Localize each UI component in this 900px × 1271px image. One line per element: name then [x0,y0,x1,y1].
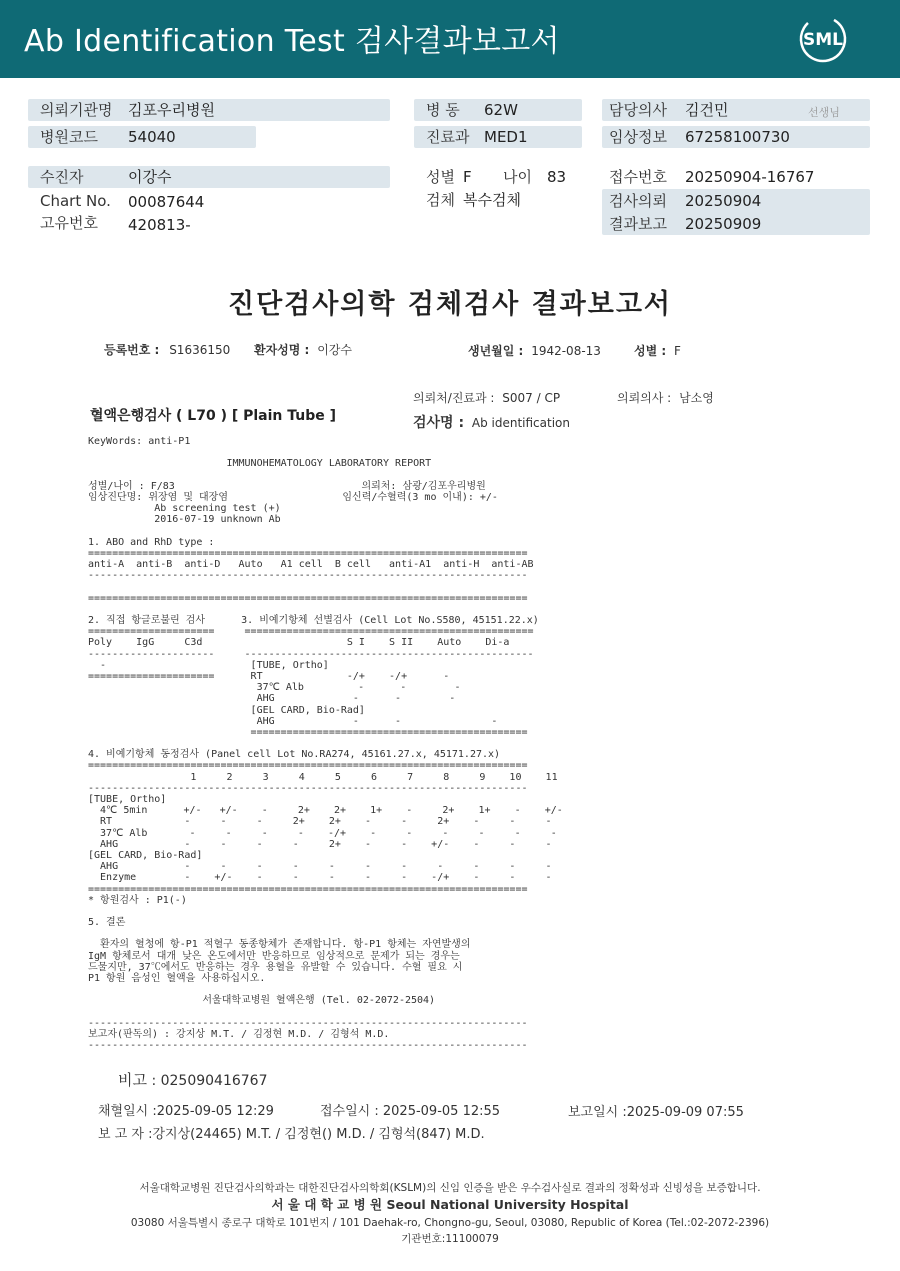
report-line: 성별/나이 : F/83 의뢰처: 삼광/김포우리병원 [88,480,486,492]
report-line [88,447,563,458]
report-line [88,738,563,749]
clinical-label: 임상정보 [609,128,667,146]
report-line: 37℃ Alb - - - - -/+ - - - - - - [88,827,557,839]
report-line: 2016-07-19 unknown Ab [88,514,281,526]
report-date-label: 결과보고 [609,215,667,233]
dept-value: MED1 [484,128,528,146]
report-line: Enzyme - +/- - - - - - -/+ - - - [88,872,552,884]
report-line: ========================================================================= [88,547,528,559]
report-line: ========================================================================= [88,760,528,772]
doc-sex-label: 성별 : [634,344,667,358]
report-line [88,928,563,939]
report-line [88,470,563,481]
reg-value: S1636150 [169,343,231,357]
report-line [88,526,563,537]
report-line: 환자의 혈청에 항-P1 적혈구 동종항체가 존재합니다. 항-P1 항체는 자연발생의 [88,939,471,951]
note-value: : 025090416767 [151,1073,268,1089]
report-line: 1 2 3 4 5 6 7 8 9 10 11 [88,771,558,783]
reg-line [104,341,230,358]
test-category: 혈액은행검사 ( L70 ) [ Plain Tube ] [90,408,337,424]
report-line: [GEL CARD, Bio-Rad] [88,704,365,716]
hospital-code-label: 병원코드 [40,128,98,146]
name-value: 이강수 [317,343,352,357]
specimen-value: 복수검체 [463,191,521,209]
request-value: 20250904 [685,192,762,210]
report-line: [TUBE, Ortho] [88,794,167,805]
report-line: KeyWords: anti-P1 [88,436,191,447]
report-line [88,906,563,917]
report-header [0,0,900,78]
report-date-value: 20250909 [685,215,762,233]
report-line: 2. 직접 항글로불린 검사 3. 비예기항체 선별검사 (Cell Lot No.S580, 45151.22.x) [88,615,539,626]
report-line: 37℃ Alb - - - [88,682,461,694]
report-line [88,1007,563,1018]
footer-address: 03080 서울특별시 종로구 대학로 101번지 / 101 Daehak-ro, Chongno-gu, Seoul, 03080, Republic of Korea (Tel.:02-2072-2396) [130,1217,770,1229]
report-time-line [568,1101,744,1120]
doctor-suffix: 선생님 [808,106,840,119]
name-line [254,341,352,358]
report-line: ===================== RT -/+ -/+ - [88,670,450,682]
patient-value: 이강수 [128,168,172,186]
report-line: 보고자(판독의) : 강지상 M.T. / 김정현 M.D. / 김형석 M.D. [88,1028,390,1040]
birth-line [468,342,601,359]
doctor-value: 김건민 [685,101,729,119]
report-line: ------------------------------------------------------------------------- [88,1040,528,1052]
report-line: ===================== ================================================ [88,626,534,638]
collect-line [98,1100,274,1119]
chart-value: 00087644 [128,193,205,211]
chart-label: Chart No. [40,192,111,210]
report-line: IgM 항체로서 대개 낮은 온도에서만 반응하므로 임상적으로 문제가 되는 경우는 [88,950,460,962]
report-line: ============================================== [88,726,528,738]
age-label: 나이 [503,168,532,186]
test-name-line [413,412,570,432]
unique-label: 고유번호 [40,214,98,232]
report-line: P1 항원 음성인 혈액을 사용하십시오. [88,973,266,984]
hospital-code-value: 54040 [128,128,176,146]
unique-value: 420813- [128,216,191,234]
report-line [88,984,563,995]
age-value: 83 [547,168,567,186]
footer-institution-no: 기관번호:11100079 [401,1233,499,1245]
report-line: ========================================================================= [88,883,528,895]
sex-label: 성별 [426,168,455,186]
specimen-label: 검체 [426,191,455,209]
report-line: RT - - - 2+ 2+ - - 2+ - - - [88,816,552,828]
receive-label: 접수일시 [320,1104,371,1119]
report-line: AHG - - - [88,715,498,727]
ref-doctor-label: 의뢰의사 : [617,391,672,405]
source-value: S007 / CP [502,391,561,405]
report-line: 4. 비예기항체 동정검사 (Panel cell Lot No.RA274, 45161.27.x, 45171.27.x) [88,749,501,761]
patient-label: 수진자 [40,168,84,186]
clinical-value: 67258100730 [685,128,790,146]
reporter-line [98,1123,485,1142]
source-label: 의뢰처/진료과 : [413,391,495,405]
report-line: AHG - - - - 2+ - - +/- - - - [88,838,552,850]
report-line [88,604,563,615]
note-line [118,1069,268,1090]
report-line [88,581,563,592]
footer-cert: 서울대학교병원 진단검사의학과는 대한진단검사의학회(KSLM)의 신임 인증을 받은 우수검사실로 결과의 정확성과 신빙성을 보증합니다. [139,1182,761,1194]
report-line: anti-A anti-B anti-D Auto A1 cell B cell anti-A1 anti-H anti-AB [88,559,534,571]
sml-logo-text: SML [803,30,843,50]
report-line: 1. ABO and RhD type : [88,536,215,548]
reg-label: 등록번호 : [104,343,160,357]
report-line: - [TUBE, Ortho] [88,659,329,671]
report-line: 드물지만, 37℃에서도 반응하는 경우 용혈을 유발할 수 있습니다. 수혈 필요 시 [88,961,463,973]
report-line: ------------------------------------------------------------------------- [88,782,528,794]
report-time-value: :2025-09-09 07:55 [622,1105,744,1120]
reporter-value: :강지상(24465) M.T. / 김정현() M.D. / 김형석(847) M.D. [148,1127,485,1142]
report-line: 임상진단명: 위장염 및 대장염 임신력/수혈력(3 mo 이내): +/- [88,491,498,503]
institution-label: 의뢰기관명 [40,101,113,119]
sml-logo [798,14,848,64]
institution-value: 김포우리병원 [128,101,215,119]
report-time-label: 보고일시 [568,1105,619,1120]
receipt-label: 접수번호 [609,168,667,186]
document-title: 진단검사의학 검체검사 결과보고서 [227,289,673,320]
report-line: IMMUNOHEMATOLOGY LABORATORY REPORT [88,458,432,470]
dept-label: 진료과 [426,128,470,146]
source-line [413,389,560,406]
birth-value: 1942-08-13 [531,344,601,358]
doctor-label: 담당의사 [609,101,667,119]
ward-label: 병 동 [426,101,460,119]
report-line: Poly IgG C3d S I S II Auto Di-a [88,637,510,649]
report-line: 5. 결론 [88,917,126,929]
birth-label: 생년월일 : [468,344,524,358]
collect-label: 채혈일시 [98,1104,149,1119]
sex-value: F [463,168,472,186]
report-line: --------------------- ------------------------------------------------ [88,648,534,660]
report-line: ========================================================================= [88,592,528,604]
report-line: Ab screening test (+) [88,503,281,515]
report-line: 4℃ 5min +/- +/- - 2+ 2+ 1+ - 2+ 1+ - +/- [88,805,563,817]
test-name-label: 검사명 : [413,415,465,431]
ref-doctor-line [617,389,714,406]
note-label: 비고 [118,1071,147,1089]
report-title: Ab Identification Test 검사결과보고서 [24,24,560,59]
report-line: ------------------------------------------------------------------------- [88,570,528,582]
doc-sex-value: F [674,344,681,358]
ward-value: 62W [484,101,518,119]
test-name-value: Ab identification [471,416,570,430]
receive-value: : 2025-09-05 12:55 [374,1104,501,1119]
footer-hospital: 서 울 대 학 교 병 원 Seoul National University Hospital [271,1197,629,1212]
name-label: 환자성명 : [254,343,310,357]
receipt-value: 20250904-16767 [685,168,815,186]
report-line: ------------------------------------------------------------------------- [88,1017,528,1029]
receive-line [320,1100,500,1119]
report-line: [GEL CARD, Bio-Rad] [88,849,203,861]
request-label: 검사의뢰 [609,192,667,210]
reporter-label: 보 고 자 [98,1127,144,1142]
report-line: AHG - - - [88,693,456,705]
ref-doctor-value: 남소영 [679,391,714,405]
lab-report-body [88,436,563,1051]
doc-sex-line [634,342,681,359]
report-line: * 항원검사 : P1(-) [88,894,187,906]
collect-value: :2025-09-05 12:29 [152,1104,274,1119]
report-line: 서울대학교병원 혈액은행 (Tel. 02-2072-2504) [88,995,436,1007]
report-line: AHG - - - - - - - - - - - [88,861,552,873]
